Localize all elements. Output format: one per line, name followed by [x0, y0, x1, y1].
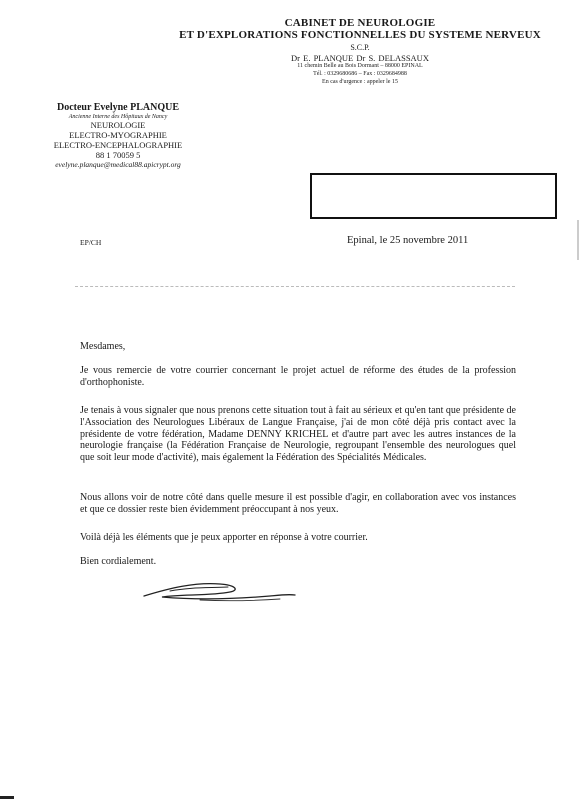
doctor-number: 88 1 70059 5 — [95, 150, 141, 160]
paragraph-3: Nous allons voir de notre côté dans quelle mesure il est possible d'agir, en collaboration avec vos instances et que ce dossier reste bien évidemment préoccupant à nos yeux. — [80, 492, 516, 515]
salutation: Mesdames, — [80, 341, 126, 352]
scan-edge-mark — [0, 796, 14, 799]
closing: Bien cordialement. — [80, 556, 157, 567]
letterhead-title-line1: CABINET DE NEUROLOGIE — [284, 17, 436, 29]
divider — [75, 286, 515, 288]
recipient-address-box — [310, 173, 557, 219]
doctor-specialty-eeg: ELECTRO-ENCEPHALOGRAPHIE — [53, 140, 183, 150]
letterhead-title-line2: ET D'EXPLORATIONS FONCTIONNELLES DU SYSTEME NERVEUX — [179, 29, 541, 41]
letterhead-phone: Tél. : 0329680686 – Fax : 0329684988 — [313, 71, 407, 77]
doctor-specialty-neurology: NEUROLOGIE — [90, 120, 146, 130]
letterhead-urgency: En cas d'urgence : appeler le 15 — [322, 79, 398, 85]
doctor-name: Docteur Evelyne PLANQUE — [56, 102, 180, 113]
letter-date: Epinal, le 25 novembre 2011 — [347, 235, 469, 246]
paragraph-4: Voilà déjà les éléments que je peux apporter en réponse à votre courrier. — [80, 532, 368, 543]
letterhead-scp: S.C.P. — [350, 43, 370, 52]
paragraph-2: Je tenais à vous signaler que nous prenons cette situation tout à fait au sérieux et qu'en tant que présidente de l'Association des Neurologues Libéraux de Langue Française, j'ai de mon côté déjà pris contact avec la présidente de votre fédération, Madame DENNY KRICHEL et d'autre part avec les autres instances de la neurologie française (la Fédération Française de Neurologie, regroupant l'ensemble des neurologues quel que soit leur mode d'activité), mais également la Fédération des Spécialités Médicales. — [80, 405, 516, 464]
letterhead-address: 11 chemin Belle au Bois Dormant – 88000 EPINAL — [297, 63, 423, 69]
doctor-subtitle: Ancienne Interne des Hôpitaux de Nancy — [68, 114, 168, 120]
paragraph-1: Je vous remercie de votre courrier concernant le projet actuel de réforme des études de la profession d'orthophoniste. — [80, 365, 516, 388]
letterhead-doctors: Dr E. PLANQUE Dr S. DELASSAUX — [291, 53, 429, 63]
letter-reference: EP/CH — [80, 238, 102, 247]
signature-icon — [140, 570, 300, 606]
doctor-specialty-emg: ELECTRO-MYOGRAPHIE — [69, 130, 167, 140]
doctor-block — [28, 102, 208, 170]
doctor-email: evelyne.planque@medical88.apicrypt.org — [55, 160, 181, 169]
scan-edge-mark — [577, 220, 579, 260]
